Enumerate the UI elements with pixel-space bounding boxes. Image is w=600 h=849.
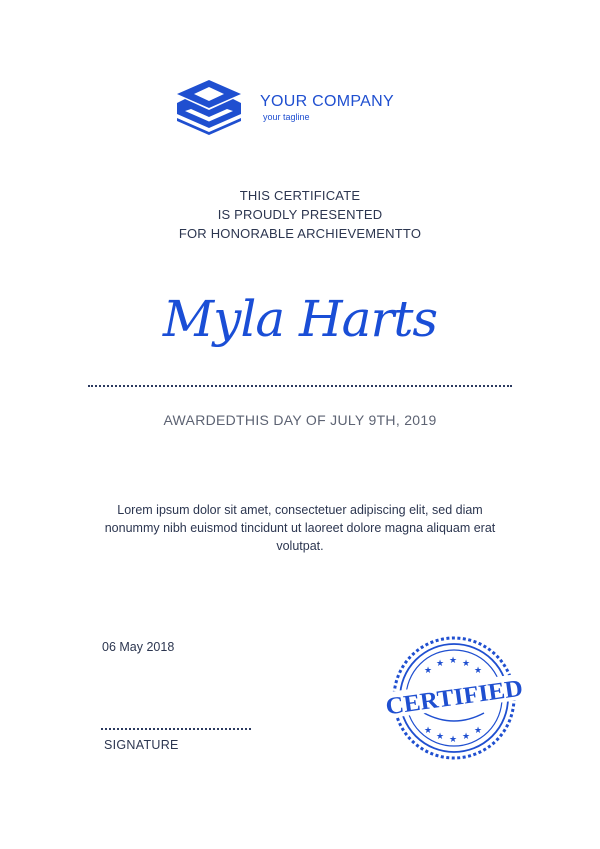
svg-text:★: ★ bbox=[449, 656, 458, 666]
intro-line: THIS CERTIFICATE bbox=[239, 188, 361, 203]
signature-line bbox=[101, 728, 251, 730]
svg-text:★: ★ bbox=[462, 659, 471, 669]
company-tagline: your tagline bbox=[263, 112, 310, 122]
certificate-description: Lorem ipsum dolor sit amet, consectetuer adipiscing elit, sed diam nonummy nibh euismod tincidunt ut laoreet dolore magna aliquam erat volutpat. bbox=[104, 503, 496, 553]
svg-text:★: ★ bbox=[474, 666, 483, 676]
company-logo-icon bbox=[177, 80, 241, 135]
svg-text:★: ★ bbox=[462, 732, 471, 742]
company-name: YOUR COMPANY bbox=[260, 93, 394, 110]
award-date-text: AWARDEDTHIS DAY OF JULY 9TH, 2019 bbox=[163, 412, 437, 428]
svg-text:★: ★ bbox=[474, 726, 483, 736]
name-underline bbox=[88, 385, 512, 387]
stamp-label: CERTIFIED bbox=[384, 676, 519, 721]
svg-text:★: ★ bbox=[436, 732, 445, 742]
issue-date: 06 May 2018 bbox=[102, 640, 175, 654]
svg-text:★: ★ bbox=[436, 659, 445, 669]
signature-label: SIGNATURE bbox=[104, 738, 179, 752]
recipient-name: Myla Harts bbox=[162, 290, 438, 348]
intro-line: IS PROUDLY PRESENTED bbox=[217, 207, 383, 222]
svg-text:★: ★ bbox=[424, 726, 433, 736]
svg-text:★: ★ bbox=[424, 666, 433, 676]
svg-text:★: ★ bbox=[449, 735, 458, 745]
certificate-intro bbox=[0, 186, 600, 243]
intro-line: FOR HONORABLE ARCHIEVEMENTTO bbox=[178, 226, 422, 241]
certified-stamp-icon bbox=[380, 633, 528, 763]
